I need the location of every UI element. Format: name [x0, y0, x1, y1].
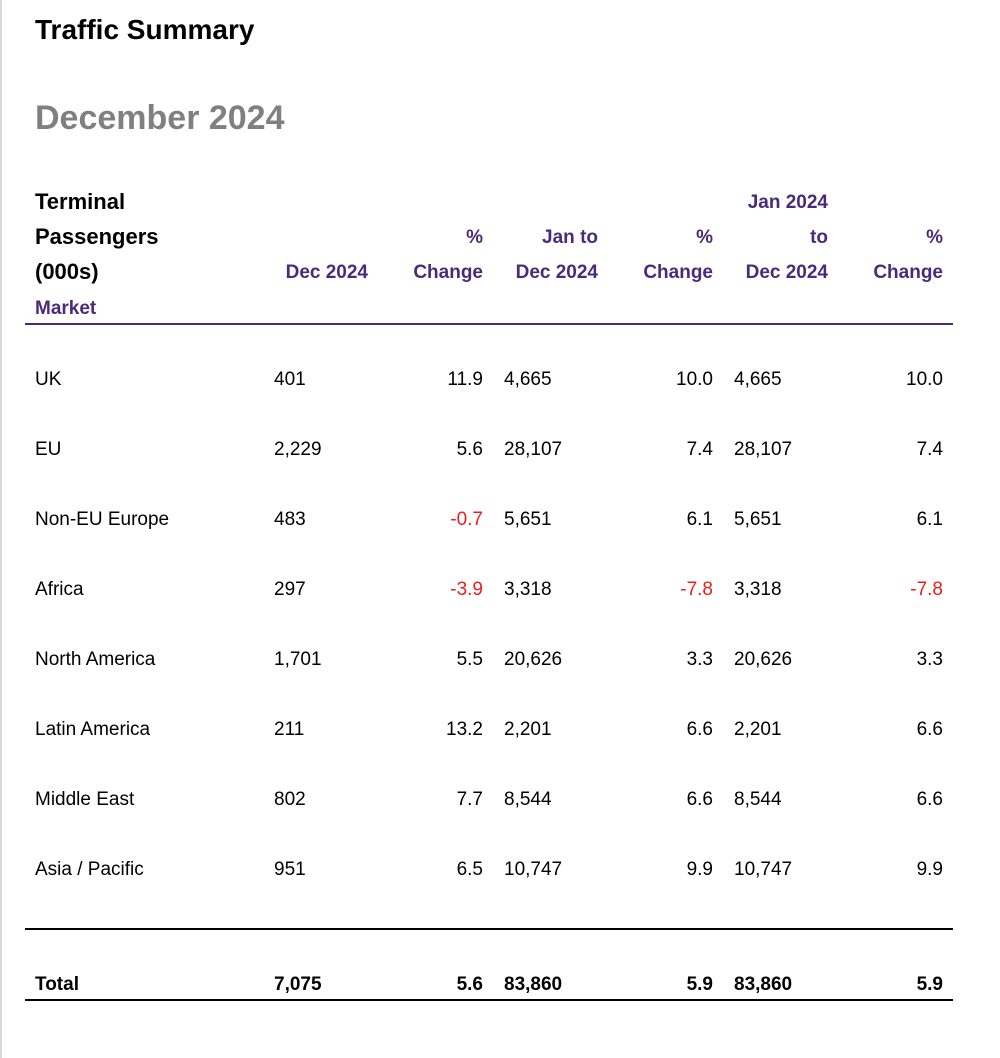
- ytd-value: 10,747: [504, 859, 563, 880]
- ytd-value: 4,665: [504, 369, 552, 390]
- market-name: Africa: [35, 579, 84, 600]
- r12-value: 3,318: [734, 579, 782, 600]
- total-r12-value: 83,860: [734, 974, 793, 995]
- table-row: [0, 785, 1000, 815]
- dec-value: 483: [274, 509, 306, 530]
- dec-value: 2,229: [274, 439, 322, 460]
- total-ytd-value: 83,860: [504, 974, 563, 995]
- dec-value: 951: [274, 859, 306, 880]
- market-column-label: Market: [35, 298, 97, 319]
- dec-pct-change: -0.7: [450, 509, 483, 530]
- ytd-pct-change: 3.3: [686, 649, 713, 670]
- dec-pct-change: -3.9: [450, 579, 483, 600]
- market-name: Middle East: [35, 789, 135, 810]
- r12-pct-change: 7.4: [916, 439, 943, 460]
- r12-value: 4,665: [734, 369, 782, 390]
- row-header-line-3: (000s): [35, 259, 99, 284]
- r12-value: 20,626: [734, 649, 793, 670]
- page-title: Traffic Summary: [35, 14, 255, 45]
- total-row: [0, 970, 1000, 1000]
- market-name: EU: [35, 439, 62, 460]
- r12-pct-change: 10.0: [906, 369, 943, 390]
- market-name: Non-EU Europe: [35, 509, 170, 530]
- dec-pct-change: 11.9: [447, 369, 483, 390]
- dec-pct-change: 5.6: [456, 439, 483, 460]
- dec-value: 401: [274, 369, 306, 390]
- total-dec-value: 7,075: [274, 974, 322, 995]
- total-dec-pct-change: 5.6: [456, 974, 483, 995]
- ytd-value: 5,651: [504, 509, 552, 530]
- col-header-ytd-line-1: Jan to: [542, 227, 598, 248]
- r12-value: 8,544: [734, 789, 782, 810]
- table-row: [0, 505, 1000, 535]
- col-header-ytd-line-2: Dec 2024: [515, 262, 598, 283]
- col-header-r12-line-1: Jan 2024: [747, 192, 828, 213]
- row-header-line-2: Passengers: [35, 224, 159, 249]
- col-header-r12-line-3: Dec 2024: [745, 262, 828, 283]
- ytd-pct-change: 6.6: [686, 789, 713, 810]
- total-divider-top: [25, 928, 953, 930]
- ytd-pct-change: 7.4: [686, 439, 713, 460]
- ytd-value: 3,318: [504, 579, 552, 600]
- dec-value: 1,701: [274, 649, 322, 670]
- total-divider-bottom: [25, 999, 953, 1001]
- table-row: [0, 855, 1000, 885]
- r12-pct-change: 9.9: [916, 859, 943, 880]
- ytd-pct-change: 6.6: [686, 719, 713, 740]
- market-name: Asia / Pacific: [35, 859, 144, 880]
- dec-pct-change: 6.5: [456, 859, 483, 880]
- market-name: UK: [35, 369, 62, 390]
- dec-pct-change: 13.2: [446, 719, 483, 740]
- col-header-dec-pct-line-1: %: [466, 227, 483, 248]
- market-name: Latin America: [35, 719, 151, 740]
- total-r12-pct-change: 5.9: [916, 974, 943, 995]
- table-row: [0, 435, 1000, 465]
- ytd-value: 28,107: [504, 439, 563, 460]
- total-label: Total: [35, 974, 79, 995]
- table-row: [0, 365, 1000, 395]
- r12-value: 28,107: [734, 439, 793, 460]
- dec-value: 297: [274, 579, 306, 600]
- dec-value: 211: [274, 719, 305, 740]
- row-header-line-1: Terminal: [35, 189, 126, 214]
- ytd-pct-change: 6.1: [686, 509, 713, 530]
- col-header-dec: Dec 2024: [285, 262, 368, 283]
- ytd-pct-change: 10.0: [676, 369, 713, 390]
- r12-value: 10,747: [734, 859, 793, 880]
- report-period: December 2024: [35, 99, 285, 137]
- market-name: North America: [35, 649, 156, 670]
- ytd-value: 8,544: [504, 789, 552, 810]
- dec-value: 802: [274, 789, 306, 810]
- ytd-pct-change: 9.9: [686, 859, 713, 880]
- table-row: [0, 575, 1000, 605]
- table-row: [0, 715, 1000, 745]
- col-header-r12-line-2: to: [810, 227, 828, 248]
- ytd-value: 20,626: [504, 649, 563, 670]
- dec-pct-change: 5.5: [456, 649, 483, 670]
- r12-pct-change: -7.8: [910, 579, 943, 600]
- r12-value: 2,201: [734, 719, 782, 740]
- table-row: [0, 645, 1000, 675]
- dec-pct-change: 7.7: [456, 789, 483, 810]
- r12-value: 5,651: [734, 509, 782, 530]
- col-header-r12-pct-line-2: Change: [873, 262, 943, 283]
- header-divider: [25, 323, 953, 325]
- ytd-pct-change: -7.8: [680, 579, 713, 600]
- r12-pct-change: 6.6: [916, 789, 943, 810]
- r12-pct-change: 6.6: [916, 719, 943, 740]
- total-ytd-pct-change: 5.9: [686, 974, 713, 995]
- col-header-dec-pct-line-2: Change: [413, 262, 483, 283]
- col-header-ytd-pct-line-2: Change: [643, 262, 713, 283]
- ytd-value: 2,201: [504, 719, 552, 740]
- r12-pct-change: 6.1: [916, 509, 943, 530]
- col-header-ytd-pct-line-1: %: [696, 227, 713, 248]
- col-header-r12-pct-line-1: %: [926, 227, 943, 248]
- r12-pct-change: 3.3: [916, 649, 943, 670]
